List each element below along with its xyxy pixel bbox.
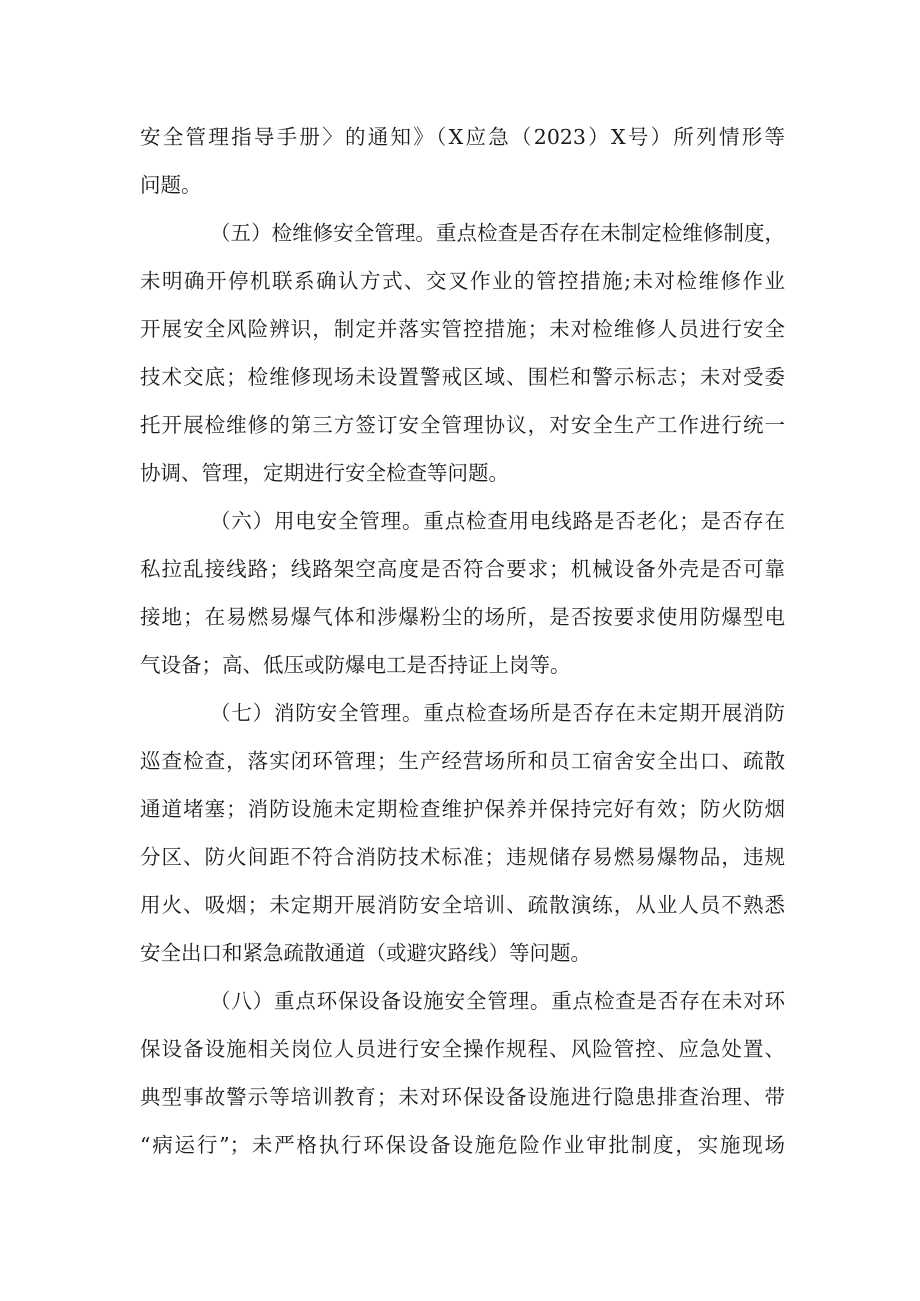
text-line: 协调、管理，定期进行安全检查等问题。 [140,461,509,485]
paragraph-section-7 [140,689,785,977]
text-line: 气设备；高、低压或防爆电工是否持证上岗等。 [140,653,571,677]
text-line: 安全出口和紧急疏散通道（或避灾路线）等问题。 [140,941,591,965]
text-line: 私拉乱接线路；线路架空高度是否符合要求；机械设备外壳是否可靠 [140,557,785,581]
text-line: 典型事故警示等培训教育；未对环保设备设施进行隐患排查治理、带 [140,1085,785,1109]
text-line: 问题。 [140,173,202,197]
text-line: 分区、防火间距不符合消防技术标准；违规储存易燃易爆物品，违规 [140,845,785,869]
document-body [140,113,785,1169]
section-heading-line: （八）重点环保设备设施安全管理。重点检查是否存在未对环 [210,989,785,1013]
text-line: 巡查检查，落实闭环管理；生产经营场所和员工宿舍安全出口、疏散 [140,749,785,773]
text-line: 用火、吸烟；未定期开展消防安全培训、疏散演练，从业人员不熟悉 [140,893,785,917]
text-line: 技术交底；检维修现场未设置警戒区域、围栏和警示标志；未对受委 [140,365,785,389]
text-line: 开展安全风险辨识，制定并落实管控措施；未对检维修人员进行安全 [140,317,785,341]
text-line: “病运行”；未严格执行环保设备设施危险作业审批制度，实施现场 [140,1133,785,1157]
section-heading-line: （五）检维修安全管理。重点检查是否存在未制定检维修制度， [210,221,785,245]
text-line: 保设备设施相关岗位人员进行安全操作规程、风险管控、应急处置、 [140,1037,785,1061]
section-heading-line: （六）用电安全管理。重点检查用电线路是否老化；是否存在 [210,509,785,533]
text-line: 接地；在易燃易爆气体和涉爆粉尘的场所，是否按要求使用防爆型电 [140,605,785,629]
section-heading-line: （七）消防安全管理。重点检查场所是否存在未定期开展消防 [210,701,785,725]
paragraph-section-5 [140,209,785,497]
paragraph-section-8 [140,977,785,1169]
paragraph-continuation [140,113,785,209]
text-line: 未明确开停机联系确认方式、交叉作业的管控措施;未对检维修作业 [140,269,785,293]
text-line: 通道堵塞；消防设施未定期检查维护保养并保持完好有效；防火防烟 [140,797,785,821]
text-line: 安全管理指导手册〉的通知》（X应急（2023）X号）所列情形等 [140,125,785,149]
paragraph-section-6 [140,497,785,689]
text-line: 托开展检维修的第三方签订安全管理协议，对安全生产工作进行统一 [140,413,785,437]
